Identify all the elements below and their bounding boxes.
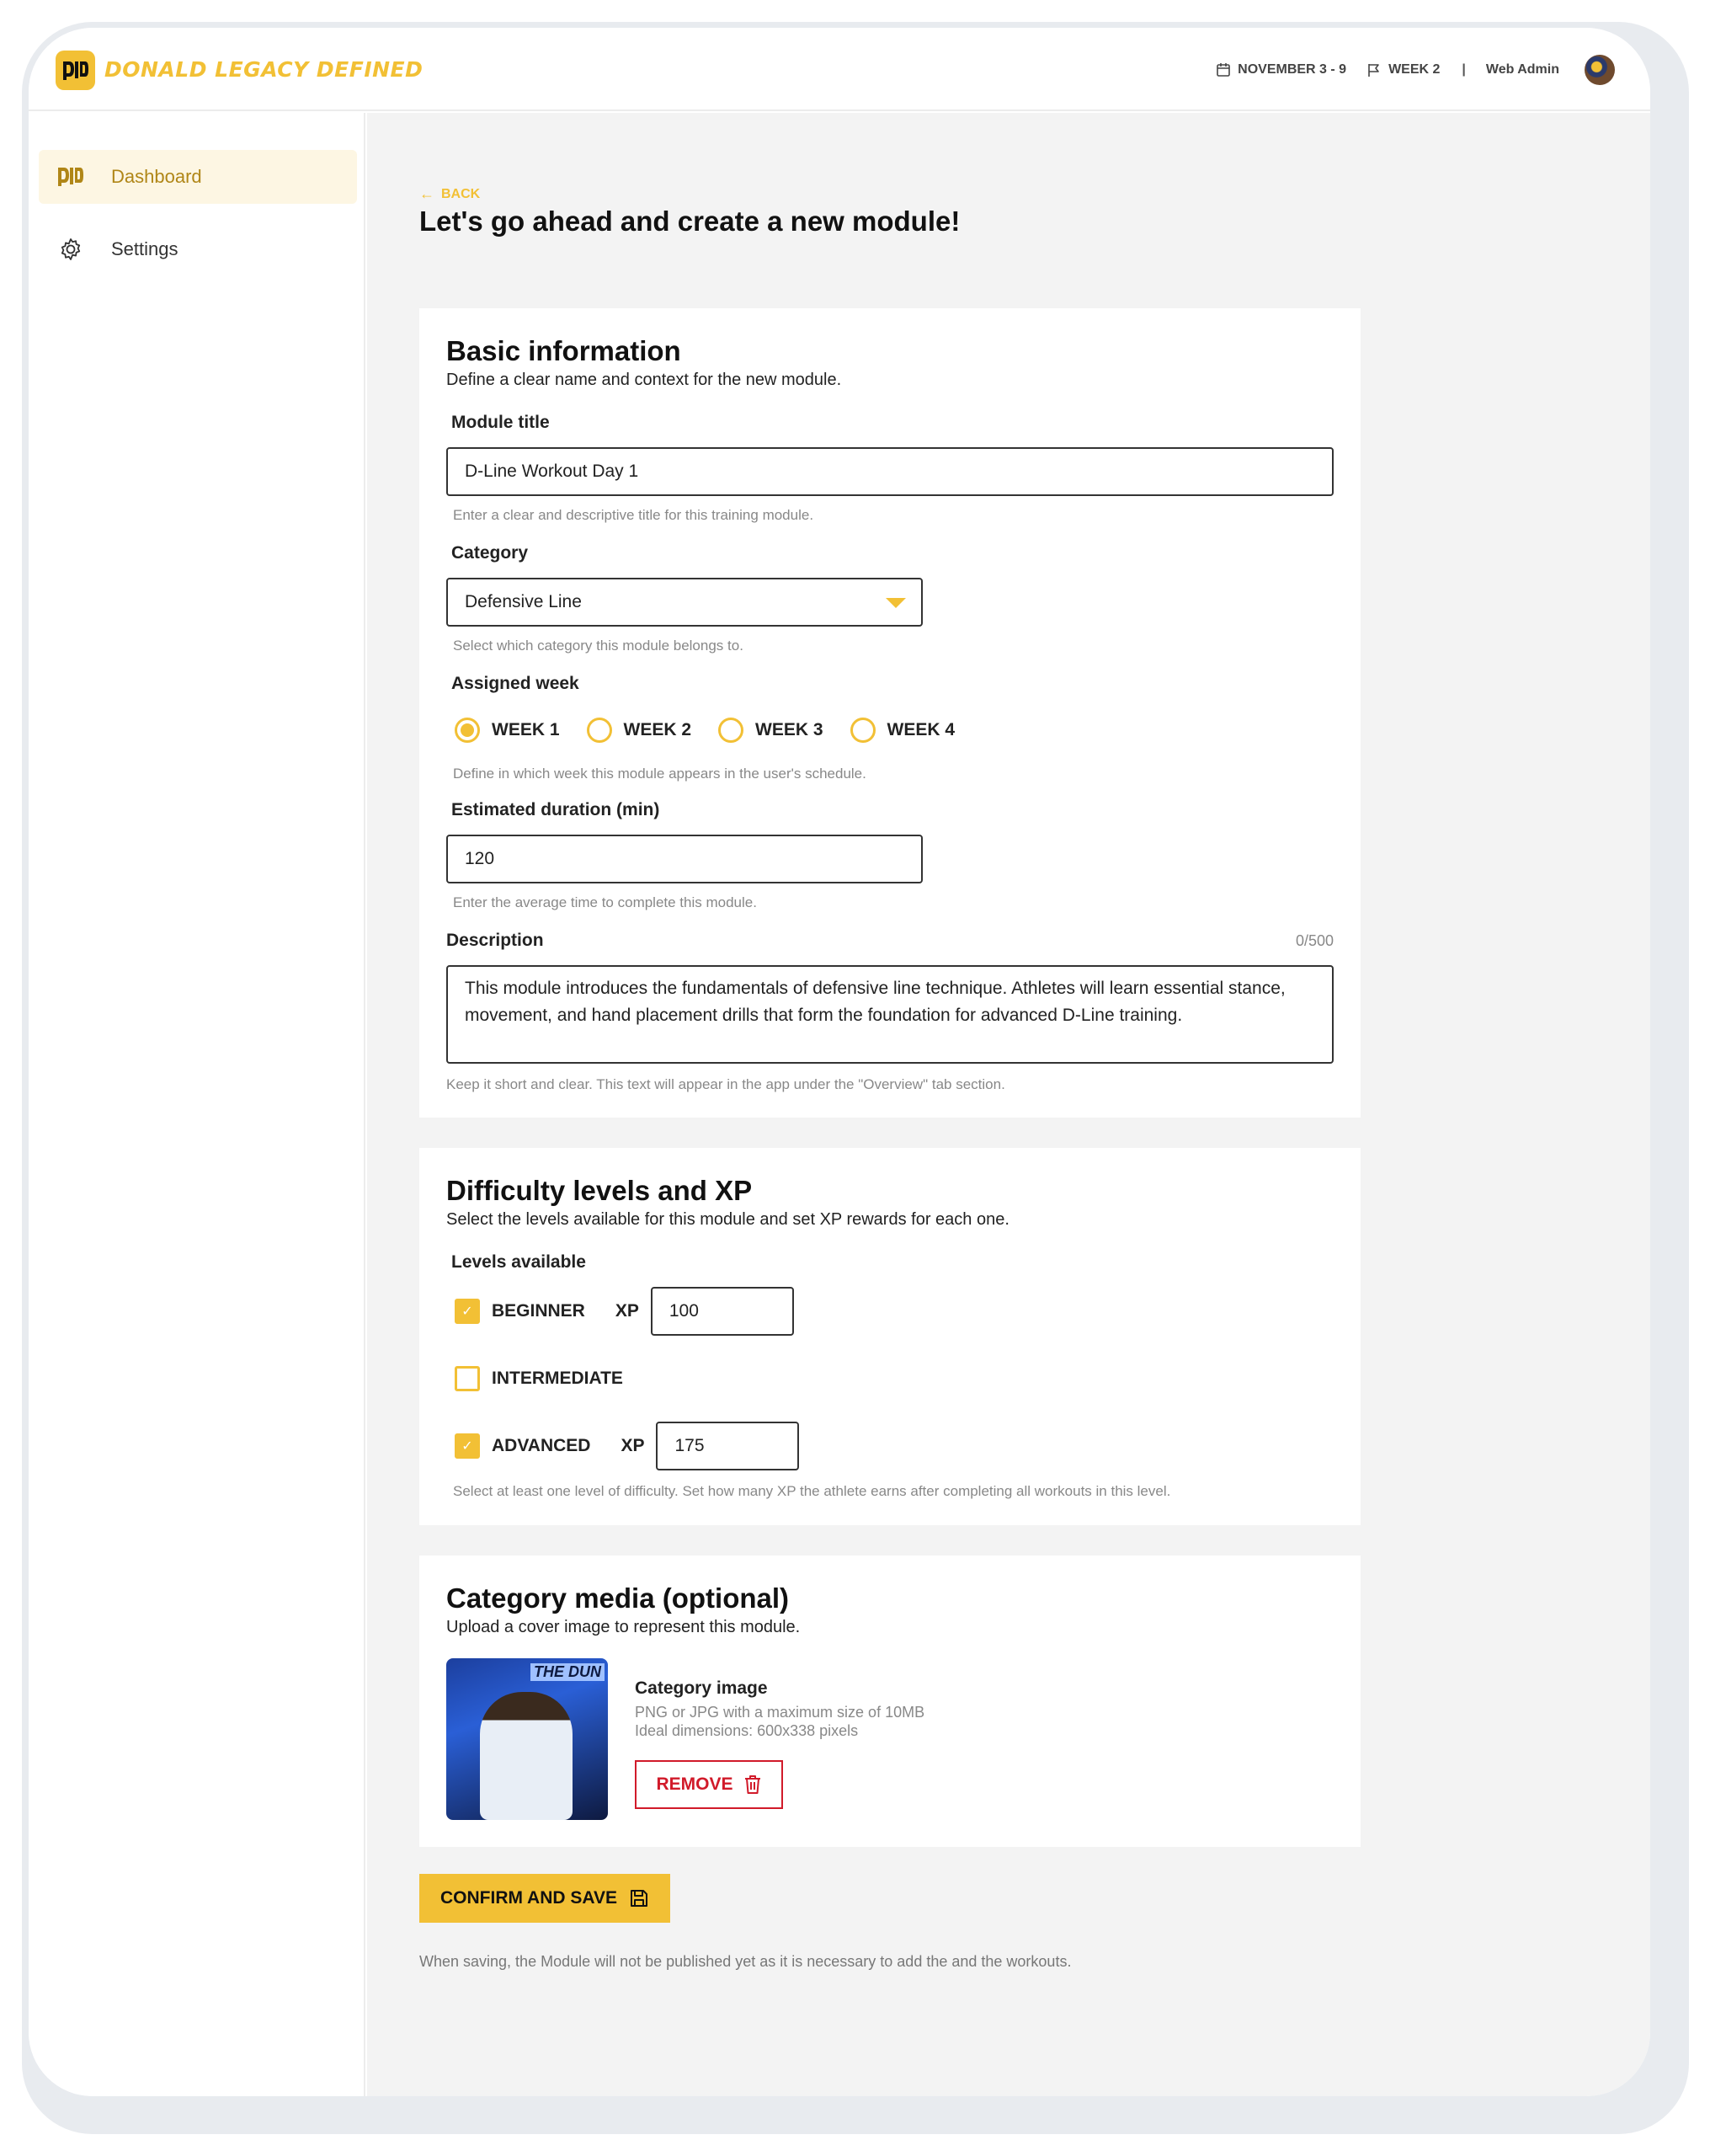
basic-info-card <box>419 308 1361 1118</box>
header-right <box>1196 53 1615 87</box>
xp-value: 175 <box>674 1436 705 1455</box>
xp-label: XP <box>621 1436 645 1455</box>
category-hint: Select which category this module belongs to. <box>453 638 743 654</box>
save-footnote: When saving, the Module will not be published yet as it is necessary to add the and the workouts. <box>419 1953 1072 1970</box>
category-label: Category <box>451 543 529 563</box>
athlete-photo <box>480 1692 573 1820</box>
top-header <box>29 28 1650 111</box>
module-title-input[interactable] <box>446 447 1334 496</box>
arrow-left-icon: ← <box>419 185 434 202</box>
brand-logo-icon[interactable] <box>56 51 95 90</box>
back-label: BACK <box>441 186 481 201</box>
module-title-label: Module title <box>451 413 550 432</box>
date-range-label: NOVEMBER 3 - 9 <box>1238 62 1347 77</box>
image-label: Category image <box>635 1678 768 1698</box>
media-card <box>419 1556 1361 1847</box>
save-icon <box>629 1888 649 1908</box>
image-requirement-dimensions: Ideal dimensions: 600x338 pixels <box>635 1722 859 1739</box>
radio[interactable] <box>587 718 612 743</box>
week-option-2[interactable] <box>587 718 692 743</box>
media-title: Category media (optional) <box>446 1582 790 1614</box>
week-option-3[interactable] <box>718 718 823 743</box>
page-title: Let's go ahead and create a new module! <box>419 205 961 237</box>
calendar-icon <box>1216 62 1231 77</box>
current-week[interactable] <box>1366 62 1440 77</box>
difficulty-hint: Select at least one level of difficulty. Set how many XP the athlete earns after completing all workouts in this level. <box>453 1483 1171 1499</box>
week-option-label: WEEK 3 <box>755 720 823 739</box>
radio[interactable] <box>718 718 743 743</box>
description-textarea[interactable] <box>446 965 1334 1064</box>
checkbox[interactable] <box>455 1366 480 1391</box>
week-option-1[interactable] <box>455 718 560 743</box>
date-range[interactable] <box>1216 62 1346 77</box>
difficulty-subtitle: Select the levels available for this module and set XP rewards for each one. <box>446 1210 1009 1229</box>
trash-icon <box>743 1774 762 1795</box>
sidebar <box>29 113 365 2096</box>
brand-name: DONALD LEGACY DEFINED <box>104 57 424 82</box>
xp-input-beginner[interactable] <box>651 1287 794 1336</box>
difficulty-card <box>419 1148 1361 1525</box>
module-title-hint: Enter a clear and descriptive title for this training module. <box>453 507 814 523</box>
description-counter: 0/500 <box>1295 932 1334 949</box>
xp-value: 100 <box>669 1301 699 1321</box>
week-option-label: WEEK 1 <box>492 720 560 739</box>
duration-input[interactable] <box>446 835 923 883</box>
back-link[interactable] <box>419 185 480 203</box>
basic-info-subtitle: Define a clear name and context for the new module. <box>446 371 842 389</box>
category-select[interactable] <box>446 578 923 627</box>
gear-icon <box>56 234 86 264</box>
sidebar-item-settings[interactable] <box>39 222 357 276</box>
week-hint: Define in which week this module appears in the user's schedule. <box>453 766 866 782</box>
description-value: This module introduces the fundamentals of defensive line technique. Athletes will learn essential stance, movement, and hand placement drills that form the foundation for advanced D-Line training. <box>465 979 1286 1025</box>
week-option-label: WEEK 4 <box>887 720 956 739</box>
week-radio-group <box>455 718 982 743</box>
level-name: ADVANCED <box>492 1436 591 1455</box>
checkbox-checked[interactable]: ✓ <box>455 1299 480 1324</box>
level-name: BEGINNER <box>492 1301 585 1321</box>
flag-icon <box>1366 62 1382 77</box>
level-intermediate <box>455 1366 623 1391</box>
current-week-label: WEEK 2 <box>1388 62 1441 77</box>
remove-label: REMOVE <box>656 1774 733 1794</box>
xp-input-advanced[interactable] <box>656 1422 799 1470</box>
level-name: INTERMEDIATE <box>492 1369 623 1388</box>
chevron-down-icon <box>886 598 906 608</box>
difficulty-title: Difficulty levels and XP <box>446 1175 753 1206</box>
description-label: Description <box>446 931 544 950</box>
category-image-thumbnail[interactable] <box>446 1658 608 1820</box>
sidebar-item-label: Dashboard <box>111 166 202 187</box>
levels-label: Levels available <box>451 1252 586 1272</box>
main-content <box>367 113 1650 2096</box>
remove-image-button[interactable] <box>635 1760 783 1809</box>
week-option-label: WEEK 2 <box>623 720 692 739</box>
user-name-label: Web Admin <box>1485 62 1559 77</box>
user-name[interactable] <box>1486 62 1559 77</box>
device-frame <box>29 28 1650 2096</box>
confirm-save-button[interactable] <box>419 1874 670 1923</box>
duration-label: Estimated duration (min) <box>451 800 660 819</box>
duration-value: 120 <box>465 849 495 868</box>
avatar[interactable] <box>1585 55 1615 85</box>
media-subtitle: Upload a cover image to represent this module. <box>446 1618 801 1636</box>
image-tag: THE DUN <box>530 1663 605 1681</box>
checkbox-checked[interactable]: ✓ <box>455 1433 480 1459</box>
save-label: CONFIRM AND SAVE <box>440 1888 617 1908</box>
duration-hint: Enter the average time to complete this module. <box>453 894 757 910</box>
category-value: Defensive Line <box>465 592 582 611</box>
dld-logo-icon <box>56 162 86 192</box>
image-requirement-size: PNG or JPG with a maximum size of 10MB <box>635 1704 925 1721</box>
week-label: Assigned week <box>451 674 579 693</box>
module-title-value: D-Line Workout Day 1 <box>465 462 639 481</box>
basic-info-title: Basic information <box>446 335 681 366</box>
level-beginner <box>455 1287 794 1336</box>
week-option-4[interactable] <box>850 718 956 743</box>
level-advanced <box>455 1422 799 1470</box>
sidebar-item-label: Settings <box>111 238 178 259</box>
xp-label: XP <box>615 1301 639 1321</box>
radio-selected[interactable] <box>455 718 480 743</box>
header-separator: | <box>1462 62 1466 77</box>
description-hint: Keep it short and clear. This text will appear in the app under the "Overview" tab section. <box>446 1076 1005 1092</box>
sidebar-item-dashboard[interactable] <box>39 150 357 204</box>
radio[interactable] <box>850 718 876 743</box>
